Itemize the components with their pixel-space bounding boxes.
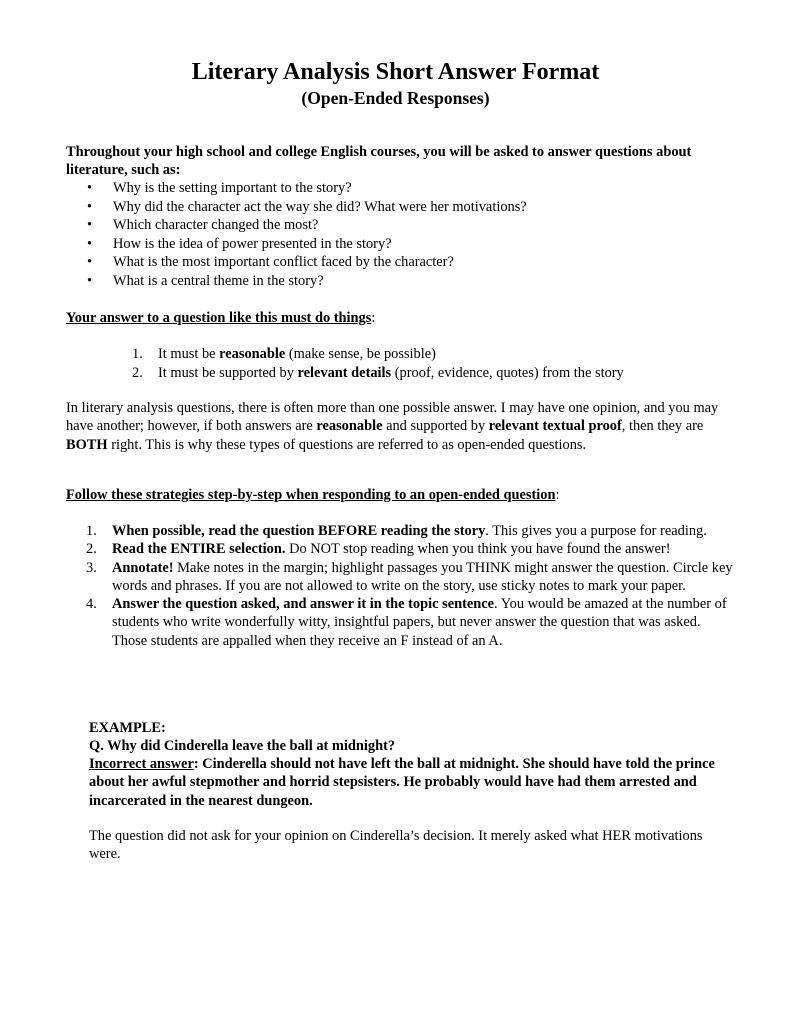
list-item-text: . This gives you a purpose for reading. (485, 523, 707, 539)
list-item-text: What is the most important conflict faced by the character? (113, 254, 454, 270)
list-item-text: Why did the character act the way she did? What were her motivations? (113, 198, 527, 215)
incorrect-answer-label: Incorrect answer (89, 756, 194, 772)
list-item (86, 272, 726, 291)
list-item-text: Do NOT stop reading when you think you have found the answer! (285, 541, 671, 558)
requirements-heading-colon: : (371, 310, 376, 326)
strategies-heading-text: Follow these strategies step-by-step when responding to an open-ended question (66, 487, 556, 503)
paragraph-bold-text: BOTH (66, 436, 108, 453)
paragraph-text: and supported by (382, 418, 489, 435)
explanation-paragraph (66, 399, 734, 454)
requirements-heading (66, 309, 734, 327)
list-number: 2. (86, 541, 97, 558)
paragraph-text: In literary analysis questions, there is often more than one possible answer. I may have one opinion, and you may have another; however, if both answers are (66, 400, 719, 435)
page-subtitle: (Open-Ended Responses) (301, 88, 490, 108)
list-item-bold-text: When possible, read the question BEFORE reading the story (112, 523, 486, 539)
list-item (132, 345, 732, 364)
page-title: Literary Analysis Short Answer Format (191, 59, 600, 85)
list-item (86, 198, 726, 217)
paragraph-bold-text: relevant textual proof (488, 418, 622, 435)
incorrect-answer-text: : Cinderella should not have left the ball at midnight. She should have told the prince about her awful stepmother and horrid stepsisters. He probably would have had them arrested and incarcerated in the nearest dungeon. (89, 756, 715, 809)
list-item-bold-text: Annotate! (112, 559, 174, 576)
list-item-bold-text: relevant details (297, 364, 392, 381)
list-number: 4. (86, 596, 97, 613)
list-number: 1. (132, 346, 143, 362)
example-heading: EXAMPLE: (89, 720, 166, 736)
list-item (86, 540, 736, 558)
strategies-heading-colon: : (555, 487, 560, 503)
list-item (86, 595, 736, 650)
list-number: 2. (132, 364, 143, 381)
list-item-bold-text: Answer the question asked, and answer it in the topic sentence (112, 596, 495, 613)
list-item-text: . You would be amazed at the number of students who write wonderfully witty, insightful papers, but never answer the question that was asked. Those students are appalled when they receive an F instead of an A. (112, 596, 727, 649)
list-item-text: It must be (158, 346, 220, 362)
example-question: Q. Why did Cinderella leave the ball at midnight? (89, 738, 396, 754)
list-item-text: It must be supported by (158, 364, 298, 381)
list-item-bold-text: Read the ENTIRE selection. (112, 541, 286, 558)
closing-paragraph: The question did not ask for your opinion on Cinderella’s decision. It merely asked what HER motivations were. (89, 828, 703, 863)
paragraph-bold-text: reasonable (316, 418, 383, 435)
list-item (86, 253, 726, 272)
list-item-text: Why is the setting important to the story? (113, 180, 352, 196)
list-item (86, 235, 726, 254)
list-item-text: (make sense, be possible) (285, 346, 436, 362)
list-item (132, 364, 732, 383)
list-item (86, 559, 736, 596)
requirements-list (132, 345, 732, 382)
list-number: 1. (86, 523, 97, 539)
list-item-text: Which character changed the most? (113, 217, 319, 233)
strategies-heading (66, 486, 734, 504)
list-item-text: What is a central theme in the story? (113, 272, 324, 289)
list-item (86, 216, 726, 235)
intro-text: Throughout your high school and college English courses, you will be asked to answer questions about literature, such as: (66, 144, 692, 179)
list-item (86, 522, 736, 540)
list-item-text: How is the idea of power presented in the story? (113, 235, 392, 252)
paragraph-text: , then they are (621, 418, 704, 435)
list-number: 3. (86, 559, 97, 576)
example-incorrect-answer (89, 755, 739, 810)
question-list (86, 179, 726, 290)
requirements-heading-text: Your answer to a question like this must do things (66, 310, 372, 326)
list-item-bold-text: reasonable (219, 346, 286, 362)
list-item (86, 179, 726, 198)
strategies-list (86, 522, 736, 650)
list-item-text: (proof, evidence, quotes) from the story (391, 364, 624, 381)
paragraph-text: right. This is why these types of questions are referred to as open-ended questions. (107, 436, 587, 453)
list-item-text: Make notes in the margin; highlight passages you THINK might answer the question. Circle key words and phrases. If you are not allowed to write on the story, use sticky notes to mark your paper. (112, 559, 733, 594)
